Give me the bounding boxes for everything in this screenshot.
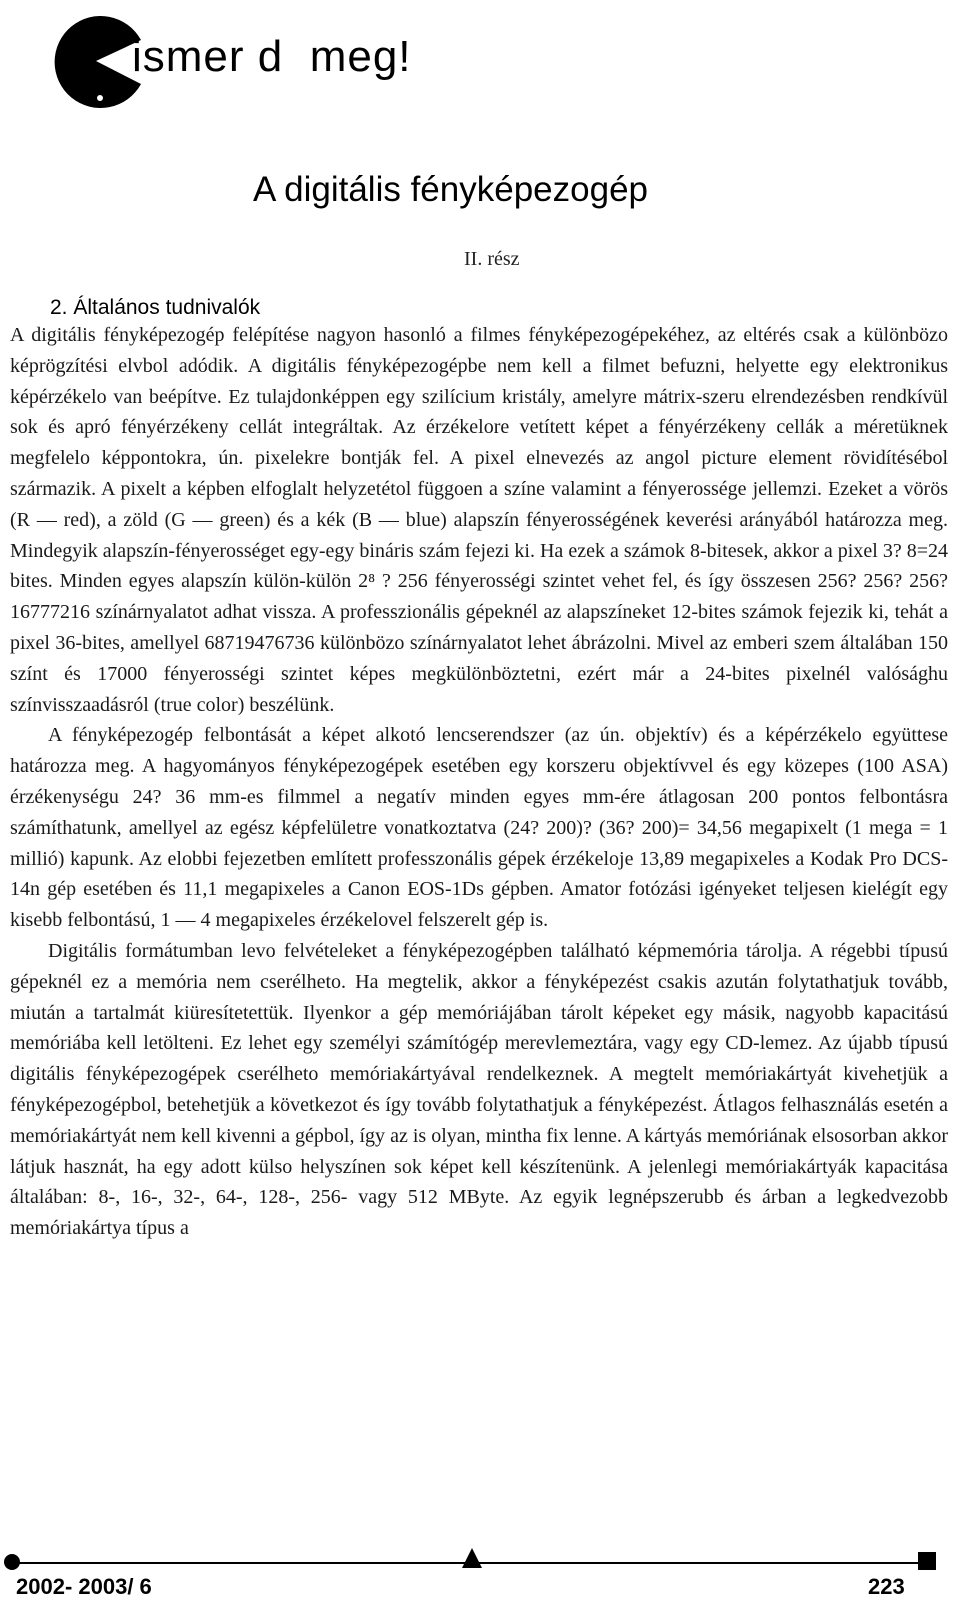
paragraph: A digitális fényképezogép felépítése nagyon hasonló a filmes fényképezogépekéhez, az eltérés csak a különbözo képrögzítési elvbol adódik. A digitális fényképezogépbe nem kell a filmet befuzni, helyette egy elektronikus képérzékelo van beépítve. Ez tulajdonképpen egy szilícium kristály, amelyre mátrix-szeru elrendezésben rendkívül sok és apró fényérzékeny cellát integráltak. Az érzékelore vetített képet a fényérzékeny cellák a méretüknek megfelelo képpontokra, ún. pixelekre bontják fel. A pixel elnevezés az angol picture element rövidítésébol származik. A pixelt a képben elfoglalt helyzetétol függoen a színe valamint a fényerossége jellemzi. Ezeket a vörös (R — red), a zöld (G — green) és a kék (B — blue) alapszín fényerosségének keverési arányából határozza meg. Mindegyik alapszín-fényerosséget egy-egy bináris szám fejezi ki. Ha ezek a számok 8-bitesek, akkor a pixel 3? 8=24 bites. Minden egyes alapszín külön-külön 2⁸ ? 256 fényerosségi szintet vehet fel, és így összesen 256? 256? 256? 16777216 színárnyalatot adhat vissza. A professzionális gépeknél az alapszíneket 12-bites számok fejezik ki, tehát a pixel 36-bites, amellyel 68719476736 különbözo színárnyalatot lehet ábrázolni. Mivel az emberi szem általában 150 színt és 17000 fényerosségi szintet képes megkülönböztetni, ezért már a 24-bites pixelnél valósághu színvisszaadásról (true color) beszélünk. bbox=[10, 324, 948, 716]
issue-number: 2002- 2003/ 6 bbox=[16, 1574, 152, 1599]
circle-marker-icon bbox=[4, 1554, 20, 1570]
column-logo-text: ismer d meg! bbox=[132, 32, 412, 81]
square-marker-icon bbox=[918, 1552, 936, 1570]
paragraph: A fényképezogép felbontását a képet alkotó lencserendszer (az ún. objektív) és a képérzékelo együttese határozza meg. A hagyományos fényképezogépek esetében egy korszeru objektívvel és egy közepes (100 ASA) érzékenységu 24? 36 mm-es filmmel a negatív minden egyes mm-ére átlagosan 200 pontos felbontásra számíthatunk, amellyel az egész képfelületre vonatkoztatva (24? 200)? (36? 200)= 34,56 megapixelt (1 mega = 1 millió) kapunk. Az elobbi fejezetben említett professzonális gépek érzékeloje 13,89 megapixeles a Kodak Pro DCS-14n gép esetében és 11,1 megapixeles a Canon EOS-1Ds gépben. Amator fotózási igényeket teljesen kielégít egy kisebb felbontású, 1 — 4 megapixeles érzékelovel felszerelt gép is. bbox=[10, 724, 948, 932]
triangle-marker-icon bbox=[462, 1548, 482, 1568]
paragraph: Digitális formátumban levo felvételeket a fényképezogépben található képmemória tárolja. A régebbi típusú gépeknél ez a memória nem cserélheto. Ha megtelik, akkor a fényképezést csakis azután folytathatjuk tovább, miután a tartalmát kiüresítetettük. Ilyenkor a gép memóriájában tárolt képeket egy másik, nagyobb kapacitású memóriába kell letölteni. Ez lehet egy személyi számítógép merevlemeztára, vagy egy CD-lemez. Az újabb típusú digitális fényképezogépek cserélheto memóriakártyával rendelkeznek. A megtelt memóriakártyát kivehetjük a fényképezogépbol, betehetjük a következot és így tovább folytathatjuk a fényképezést. Átlagos felhasználás esetén a memóriakártyát nem kell kivenni a gépbol, így az is olyan, mintha fix lenne. A kártyás memóriának elsosorban akkor látjuk hasznát, ha egy adott külso helyszínen sok képet kell készítenünk. A jelenlegi memóriakártyák kapacitása általában: 8-, 16-, 32-, 64-, 128-, 256- vagy 512 MByte. Az egyik legnépszerubb és árban a legkedvezobb memóriakártya típus a bbox=[10, 939, 948, 1240]
section-heading: 2. Általános tudnivalók bbox=[50, 296, 261, 319]
article-part: II. rész bbox=[464, 248, 520, 270]
article-body bbox=[10, 320, 948, 1244]
pacman-logo-icon bbox=[46, 10, 146, 112]
article-title: A digitális fényképezogép bbox=[253, 170, 648, 209]
page-number: 223 bbox=[868, 1574, 905, 1599]
